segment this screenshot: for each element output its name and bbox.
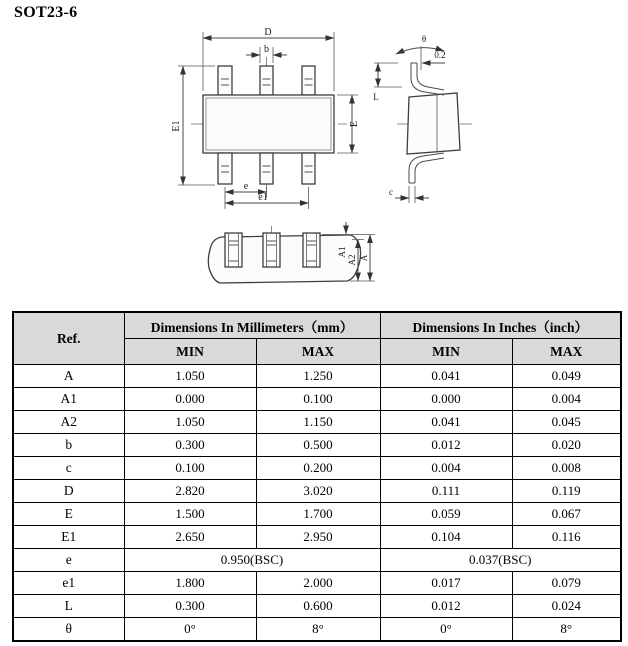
mm-max-cell: 1.250	[256, 365, 380, 388]
ref-cell: A2	[13, 411, 124, 434]
table-row-c	[13, 457, 621, 480]
package-body-top-view	[203, 95, 334, 153]
package-body-side-view	[407, 93, 460, 154]
dim-label-A2: A2	[347, 254, 357, 266]
in-max-cell: 0.004	[512, 388, 621, 411]
top-view	[171, 27, 360, 209]
header-inch-min: MIN	[380, 339, 512, 365]
dim-label-E: E	[349, 120, 360, 128]
table-row-A1	[13, 388, 621, 411]
mm-bsc-cell: 0.950(BSC)	[124, 549, 380, 572]
mm-min-cell: 0.000	[124, 388, 256, 411]
mm-max-cell: 8°	[256, 618, 380, 642]
in-bsc-cell: 0.037(BSC)	[380, 549, 621, 572]
in-max-cell: 0.049	[512, 365, 621, 388]
in-min-cell: 0.012	[380, 434, 512, 457]
header-inch-group: Dimensions In Inches（inch）	[380, 312, 621, 339]
table-row-e	[13, 549, 621, 572]
mm-min-cell: 1.050	[124, 411, 256, 434]
mm-min-cell: 0.300	[124, 595, 256, 618]
lead-top-3	[302, 66, 315, 95]
lead-front-1	[225, 233, 242, 267]
mm-min-cell: 0.100	[124, 457, 256, 480]
table-row-E1	[13, 526, 621, 549]
in-min-cell: 0.012	[380, 595, 512, 618]
in-max-cell: 0.116	[512, 526, 621, 549]
header-inch-max: MAX	[512, 339, 621, 365]
mm-max-cell: 2.000	[256, 572, 380, 595]
lead-front-2	[263, 233, 280, 267]
front-view	[208, 222, 375, 283]
dim-label-b: b	[264, 44, 269, 55]
header-ref: Ref.	[13, 312, 124, 365]
dim-label-offset: 0.2	[434, 50, 446, 60]
table-row-b	[13, 434, 621, 457]
mm-min-cell: 2.820	[124, 480, 256, 503]
mm-min-cell: 0.300	[124, 434, 256, 457]
in-max-cell: 0.119	[512, 480, 621, 503]
ref-cell: L	[13, 595, 124, 618]
dim-label-D: D	[264, 27, 272, 38]
mm-min-cell: 0°	[124, 618, 256, 642]
dim-label-e: e	[243, 181, 249, 192]
mm-max-cell: 0.600	[256, 595, 380, 618]
mm-max-cell: 2.950	[256, 526, 380, 549]
ref-cell: θ	[13, 618, 124, 642]
in-max-cell: 0.067	[512, 503, 621, 526]
ref-cell: e1	[13, 572, 124, 595]
in-min-cell: 0.104	[380, 526, 512, 549]
mm-max-cell: 1.150	[256, 411, 380, 434]
mm-max-cell: 0.500	[256, 434, 380, 457]
lead-bottom-2	[260, 153, 273, 184]
package-outline-drawing	[0, 0, 628, 310]
lead-top-1	[218, 66, 232, 95]
in-max-cell: 0.020	[512, 434, 621, 457]
mm-max-cell: 1.700	[256, 503, 380, 526]
in-min-cell: 0.000	[380, 388, 512, 411]
mm-max-cell: 3.020	[256, 480, 380, 503]
table-row-theta	[13, 618, 621, 642]
table-row-E	[13, 503, 621, 526]
ref-cell: E1	[13, 526, 124, 549]
dim-label-A: A	[359, 254, 369, 262]
side-view	[373, 34, 472, 203]
dimensions-table	[12, 311, 622, 642]
dim-label-e1: e1	[258, 192, 268, 203]
table-row-A	[13, 365, 621, 388]
header-mm-group: Dimensions In Millimeters（mm）	[124, 312, 380, 339]
in-max-cell: 0.079	[512, 572, 621, 595]
lead-top-2	[260, 66, 273, 95]
ref-cell: c	[13, 457, 124, 480]
lead-side-bottom	[409, 153, 444, 183]
table-row-A2	[13, 411, 621, 434]
lead-side-top	[411, 63, 444, 95]
in-min-cell: 0.111	[380, 480, 512, 503]
in-min-cell: 0.041	[380, 411, 512, 434]
page-title: SOT23-6	[14, 4, 78, 21]
in-min-cell: 0.059	[380, 503, 512, 526]
table-row-L	[13, 595, 621, 618]
header-mm-max: MAX	[256, 339, 380, 365]
mm-max-cell: 0.200	[256, 457, 380, 480]
ref-cell: A	[13, 365, 124, 388]
in-max-cell: 0.008	[512, 457, 621, 480]
ref-cell: A1	[13, 388, 124, 411]
in-min-cell: 0°	[380, 618, 512, 642]
lead-bottom-1	[218, 153, 232, 184]
in-max-cell: 0.024	[512, 595, 621, 618]
mm-min-cell: 2.650	[124, 526, 256, 549]
lead-bottom-3	[302, 153, 315, 184]
in-max-cell: 8°	[512, 618, 621, 642]
table-row-D	[13, 480, 621, 503]
ref-cell: D	[13, 480, 124, 503]
dim-label-theta: θ	[421, 34, 427, 44]
mm-min-cell: 1.800	[124, 572, 256, 595]
dim-label-c: c	[389, 187, 393, 197]
mm-min-cell: 1.050	[124, 365, 256, 388]
ref-cell: b	[13, 434, 124, 457]
ref-cell: E	[13, 503, 124, 526]
table-header-group-row	[13, 312, 621, 339]
in-min-cell: 0.041	[380, 365, 512, 388]
in-max-cell: 0.045	[512, 411, 621, 434]
in-min-cell: 0.004	[380, 457, 512, 480]
dim-label-E1: E1	[171, 120, 182, 132]
mm-max-cell: 0.100	[256, 388, 380, 411]
table-row-e1	[13, 572, 621, 595]
dim-label-A1: A1	[337, 246, 347, 258]
in-min-cell: 0.017	[380, 572, 512, 595]
dim-label-L: L	[373, 92, 379, 102]
header-mm-min: MIN	[124, 339, 256, 365]
lead-front-3	[303, 233, 320, 267]
ref-cell: e	[13, 549, 124, 572]
mm-min-cell: 1.500	[124, 503, 256, 526]
